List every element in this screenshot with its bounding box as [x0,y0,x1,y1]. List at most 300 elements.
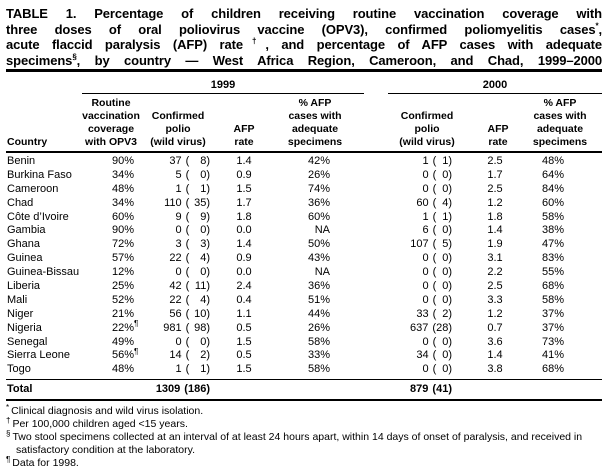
polio-count: 0 [422,182,429,195]
cell-polio-1999 [146,382,218,397]
cell-opv3-coverage: 22%¶ [111,319,139,334]
open-paren: ( [185,224,190,237]
opv3-value: 22% [111,321,134,334]
cell-pct-adequate-1999: 51% [307,293,330,306]
polio-paren-group [433,336,452,350]
polio-count: 6 [422,224,429,237]
cell-country: Chad [7,196,34,209]
cell-afp-rate-2000: 1.2 [487,196,503,209]
table-row [6,197,602,211]
open-paren: ( [432,210,437,223]
polio-wild-virus-count: 0 [442,252,449,265]
polio-wild-virus-count: 0 [442,266,449,279]
open-paren: ( [432,335,437,348]
cell-opv3-coverage [86,155,146,169]
close-paren: ) [448,155,452,167]
close-paren: ) [448,363,452,376]
cell-polio-1999 [146,169,218,183]
polio-wild-virus-count: 9 [200,210,207,223]
polio-wild-virus-count: 1 [200,182,207,195]
close-paren: ) [448,349,452,362]
polio-paren-group [186,197,210,211]
cell-opv3-coverage [86,197,146,211]
col-header-afp99 [218,123,278,149]
polio-wild-virus-count: 0 [442,293,449,306]
cell-polio-2000 [388,183,474,197]
spanner-gap [364,79,388,94]
polio-count: 42 [169,280,182,293]
cell-polio-1999 [146,224,218,238]
cell-country: Togo [7,363,31,376]
opv3-value: 12% [111,266,134,279]
polio-wild-virus-count: 3 [200,238,207,251]
close-paren: ) [206,210,210,223]
title-text: , [598,21,602,37]
cell-pct-adequate-2000: 37% [541,307,564,320]
close-paren: ) [448,210,452,223]
polio-wild-virus-count: 4 [200,252,207,265]
cell-country: Gambia [7,224,46,237]
col-header-line: (wild virus) [399,136,455,148]
opv3-value: 48% [111,182,134,195]
col-header-line: cases with [288,110,342,122]
cell-pct-adequate-2000: 68% [541,363,564,376]
open-paren: ( [432,349,437,362]
polio-wild-virus-count: 4 [442,196,449,209]
cell-pct-adequate-2000: 58% [541,293,564,306]
polio-paren-group [186,183,210,197]
polio-paren-group [433,280,452,294]
polio-wild-virus-count: 0 [442,224,449,237]
table-row [6,346,602,363]
total-empty [474,382,530,397]
close-paren: ) [206,182,210,195]
row-gap [364,308,388,322]
col-header-afp00 [474,123,530,149]
col-header-line: % AFP [543,97,577,109]
polio-wild-virus-count: 0 [442,168,449,181]
polio-count: 0 [422,266,429,279]
cell-pct-adequate-1999: 50% [307,238,330,251]
year-spanner-row [6,79,602,94]
polio-wild-virus-count: 2 [442,307,449,320]
cell-polio-1999 [146,211,218,225]
cell-opv3-coverage [86,280,146,294]
open-paren: ( [432,321,437,334]
col-header-line: Country [7,136,48,148]
close-paren: ) [448,196,452,209]
cell-afp-rate-2000: 1.4 [487,349,503,362]
cell-afp-rate-1999: 1.4 [236,155,252,167]
cell-afp-rate-2000: 3.8 [487,363,503,376]
cell-afp-rate-1999: 1.5 [236,363,252,376]
cell-pct-adequate-1999: 26% [307,321,330,334]
cell-afp-rate-1999: 1.8 [236,210,252,223]
col-header-line: rate [488,136,508,148]
cell-pct-adequate-1999: NA [314,266,330,279]
polio-paren-group [186,308,210,322]
cell-afp-rate-2000: 1.9 [487,238,503,251]
cell-country: Liberia [7,280,41,293]
cell-afp-rate-1999: 1.5 [236,335,252,348]
row-gap [364,183,388,197]
year-group-1999 [82,79,364,94]
close-paren: ) [206,252,210,265]
polio-wild-virus-count: 35 [194,196,207,209]
col-header-line: AFP [487,123,509,135]
footnote-marker: † [6,415,11,425]
cell-opv3-coverage [86,266,146,280]
cell-polio-2000 [388,294,474,308]
close-paren: ) [448,307,452,320]
cell-afp-rate-1999: 1.5 [236,182,252,195]
row-gap [364,252,388,266]
cell-polio-2000 [388,349,474,363]
col-header-line: with OPV3 [85,136,137,148]
close-paren: ) [448,293,452,306]
cell-polio-2000 [388,197,474,211]
polio-paren-group [433,211,452,225]
cell-pct-adequate-2000: 60% [541,196,564,209]
cell-afp-rate-1999: 0.9 [236,252,252,265]
cell-polio-1999 [146,308,218,322]
polio-paren-group [186,169,210,183]
cell-afp-rate-2000: 3.3 [487,293,503,306]
open-paren: ( [185,280,190,293]
cell-pct-adequate-2000: 37% [541,321,564,334]
polio-wild-virus-count: 186 [187,383,207,396]
year-header-2000: 2000 [482,79,508,91]
open-paren: ( [432,363,437,376]
close-paren: ) [206,266,210,279]
row-gap [364,155,388,169]
polio-wild-virus-count: 41 [436,383,449,396]
close-paren: ) [206,335,210,348]
open-paren: ( [185,293,190,306]
cell-pct-adequate-2000: 73% [541,335,564,348]
total-empty [530,382,602,397]
polio-paren-group [186,252,210,266]
opv3-value: 48% [111,363,134,376]
table-row [6,224,602,238]
cell-polio-1999 [146,183,218,197]
open-paren: ( [432,293,437,306]
table-row [6,319,602,336]
cell-afp-rate-1999: 1.4 [236,238,252,251]
table-row [6,336,602,350]
open-paren: ( [432,224,437,237]
row-gap [364,266,388,280]
cell-pct-adequate-2000: 41% [541,349,564,362]
cell-pct-adequate-1999: 58% [307,335,330,348]
table-body [6,155,602,377]
polio-count: 1 [422,210,429,223]
cell-pct-adequate-2000: 58% [541,210,564,223]
cell-opv3-coverage [86,363,146,377]
polio-wild-virus-count: 4 [200,293,207,306]
close-paren: ) [206,293,210,306]
cell-opv3-coverage [86,183,146,197]
cell-polio-1999 [146,363,218,377]
cell-afp-rate-1999: 0.4 [236,293,252,306]
cell-opv3-coverage: 56%¶ [111,346,139,362]
footnote-text: Data for 1998. [12,457,79,470]
col-header-opv3 [82,97,146,149]
table-row [6,363,602,377]
open-paren: ( [432,280,437,293]
polio-count: 0 [422,363,429,376]
cell-afp-rate-1999: 0.5 [236,321,252,334]
cell-country: Senegal [7,335,48,348]
close-paren: ) [206,155,210,167]
cell-polio-2000 [388,322,474,336]
polio-wild-virus-count: 0 [442,280,449,293]
polio-wild-virus-count: 1 [200,363,207,376]
polio-wild-virus-count: 0 [442,335,449,348]
open-paren: ( [185,155,190,167]
polio-count: 14 [169,349,182,362]
spanner-spacer [6,79,82,94]
open-paren: ( [185,168,190,181]
col-header-line: adequate [536,123,584,135]
polio-count: 637 [410,321,429,334]
polio-paren-group [433,363,452,377]
col-header-line: % AFP [298,97,332,109]
cell-country: Ghana [7,238,41,251]
cell-pct-adequate-1999: 60% [307,210,330,223]
col-header-line: Routine [91,97,131,109]
col-header-line: vaccination [82,110,140,122]
cell-pct-adequate-1999: 43% [307,252,330,265]
cell-polio-2000 [388,280,474,294]
footnote-marker: * [6,402,10,412]
bottom-rule [6,399,602,401]
polio-count: 1309 [155,383,181,396]
polio-count: 879 [410,383,429,396]
cell-pct-adequate-1999: 33% [307,349,330,362]
footnote [6,454,602,470]
polio-paren-group [433,155,452,169]
cell-afp-rate-1999: 0.9 [236,168,252,181]
cell-pct-adequate-1999: 58% [307,363,330,376]
row-gap [364,238,388,252]
cell-polio-1999 [146,336,218,350]
title-text: , by country — West Africa Region, Cameroon, and Chad, 1999–2000 [76,52,602,68]
cell-afp-rate-1999: 1.1 [236,307,252,320]
cell-opv3-coverage [86,169,146,183]
footnote [6,415,602,431]
col-header-polio99 [146,110,218,149]
polio-count: 1 [422,155,429,167]
close-paren: ) [448,182,452,195]
footnote-text: Per 100,000 children aged <15 years. [12,418,188,431]
cell-polio-2000 [388,382,474,397]
col-header-line: (wild virus) [150,136,206,148]
cell-polio-2000 [388,252,474,266]
cell-country: Niger [7,307,34,320]
close-paren: ) [448,238,452,251]
row-gap [364,294,388,308]
total-gap [364,382,388,397]
cell-afp-rate-2000: 2.5 [487,155,503,167]
cell-polio-1999 [146,266,218,280]
col-header-line: specimens [532,136,588,148]
table-title-line [6,22,602,38]
open-paren: ( [432,238,437,251]
polio-wild-virus-count: 8 [200,155,207,167]
open-paren: ( [185,349,190,362]
cell-afp-rate-1999: 1.7 [236,196,252,209]
polio-wild-virus-count: 2 [200,349,207,362]
opv3-value: 34% [111,168,134,181]
row-gap [364,224,388,238]
open-paren: ( [432,155,437,167]
col-header-pct99 [278,97,364,149]
close-paren: ) [206,224,210,237]
cell-pct-adequate-1999: NA [314,224,330,237]
close-paren: ) [448,168,452,181]
polio-count: 5 [175,168,182,181]
cell-opv3-coverage [86,252,146,266]
polio-paren-group [186,211,210,225]
cell-polio-1999 [146,294,218,308]
col-header-line: polio [165,123,191,135]
cell-polio-1999 [146,238,218,252]
polio-wild-virus-count: 28 [436,321,449,334]
cell-afp-rate-2000: 3.6 [487,335,503,348]
open-paren: ( [185,335,190,348]
table-title [6,6,602,68]
cell-country: Guinea-Bissau [7,266,80,279]
table-row [6,294,602,308]
opv3-value: 90% [111,155,134,167]
year-header-1999: 1999 [210,79,236,91]
table-row [6,266,602,280]
cell-pct-adequate-2000: 48% [541,155,564,167]
opv3-value: 25% [111,280,134,293]
polio-paren-group [432,382,452,397]
cell-pct-adequate-2000: 68% [541,280,564,293]
cell-polio-1999 [146,322,218,336]
polio-count: 0 [422,252,429,265]
cell-polio-2000 [388,266,474,280]
opv3-value: 52% [111,293,134,306]
polio-paren-group [433,349,452,363]
polio-paren-group [186,280,210,294]
col-header-pct00 [530,97,602,149]
open-paren: ( [185,196,190,209]
cell-pct-adequate-2000: 55% [541,266,564,279]
title-text: specimens [6,52,73,68]
open-paren: ( [432,266,437,279]
polio-count: 9 [175,210,182,223]
cell-pct-adequate-2000: 47% [541,238,564,251]
cell-opv3-coverage [86,211,146,225]
col-header-line: Confirmed [400,110,454,122]
col-header-country [6,136,86,149]
polio-count: 33 [416,307,429,320]
cell-opv3-coverage [86,224,146,238]
opv3-value: 34% [111,196,134,209]
cell-opv3-coverage [86,294,146,308]
close-paren: ) [206,383,210,396]
polio-paren-group [186,349,210,363]
cell-afp-rate-2000: 1.4 [487,224,503,237]
polio-wild-virus-count: 98 [194,321,207,334]
close-paren: ) [448,266,452,279]
table-title-line [6,53,602,69]
table-row [6,238,602,252]
cell-polio-1999 [146,155,218,169]
polio-count: 0 [422,335,429,348]
cell-country: Sierra Leone [7,349,70,362]
open-paren: ( [432,252,437,265]
open-paren: ( [185,266,190,279]
col-header-line: specimens [287,136,343,148]
open-paren: ( [184,383,188,396]
close-paren: ) [206,307,210,320]
polio-paren-group [433,238,452,252]
close-paren: ) [448,321,452,334]
polio-count: 3 [175,238,182,251]
polio-count: 110 [164,196,182,209]
row-gap [364,363,388,377]
close-paren: ) [206,321,210,334]
polio-paren-group [433,183,452,197]
polio-wild-virus-count: 0 [442,363,449,376]
col-header-line: cases with [533,110,587,122]
col-header-line: rate [234,136,254,148]
cell-polio-2000 [388,336,474,350]
close-paren: ) [206,168,210,181]
table-title-line [6,37,602,53]
row-gap [364,322,388,336]
polio-wild-virus-count: 5 [442,238,449,251]
cell-polio-2000 [388,155,474,169]
polio-count: 0 [422,293,429,306]
total-label: Total [7,383,33,396]
polio-count: 34 [416,349,429,362]
close-paren: ) [448,224,452,237]
open-paren: ( [185,307,190,320]
cell-pct-adequate-1999: 36% [307,280,330,293]
cell-afp-rate-1999: 0.5 [236,349,252,362]
polio-count: 0 [175,266,182,279]
cell-pct-adequate-2000: 84% [541,182,564,195]
polio-count: 56 [169,307,182,320]
cell-polio-1999 [146,280,218,294]
row-gap [364,336,388,350]
polio-count: 37 [169,155,182,167]
cell-polio-1999 [146,197,218,211]
open-paren: ( [185,238,190,251]
polio-paren-group [432,322,452,336]
polio-count: 22 [169,293,182,306]
opv3-value: 21% [111,307,134,320]
cell-afp-rate-1999: 2.4 [236,280,252,293]
cell-pct-adequate-1999: 42% [307,155,330,167]
row-gap [364,280,388,294]
polio-wild-virus-count: 0 [442,349,449,362]
opv3-value: 56% [111,349,134,362]
cell-opv3-coverage [86,238,146,252]
open-paren: ( [432,168,437,181]
close-paren: ) [206,349,210,362]
row-gap [364,349,388,363]
total-empty [218,382,278,397]
open-paren: ( [185,210,190,223]
polio-paren-group [186,336,210,350]
